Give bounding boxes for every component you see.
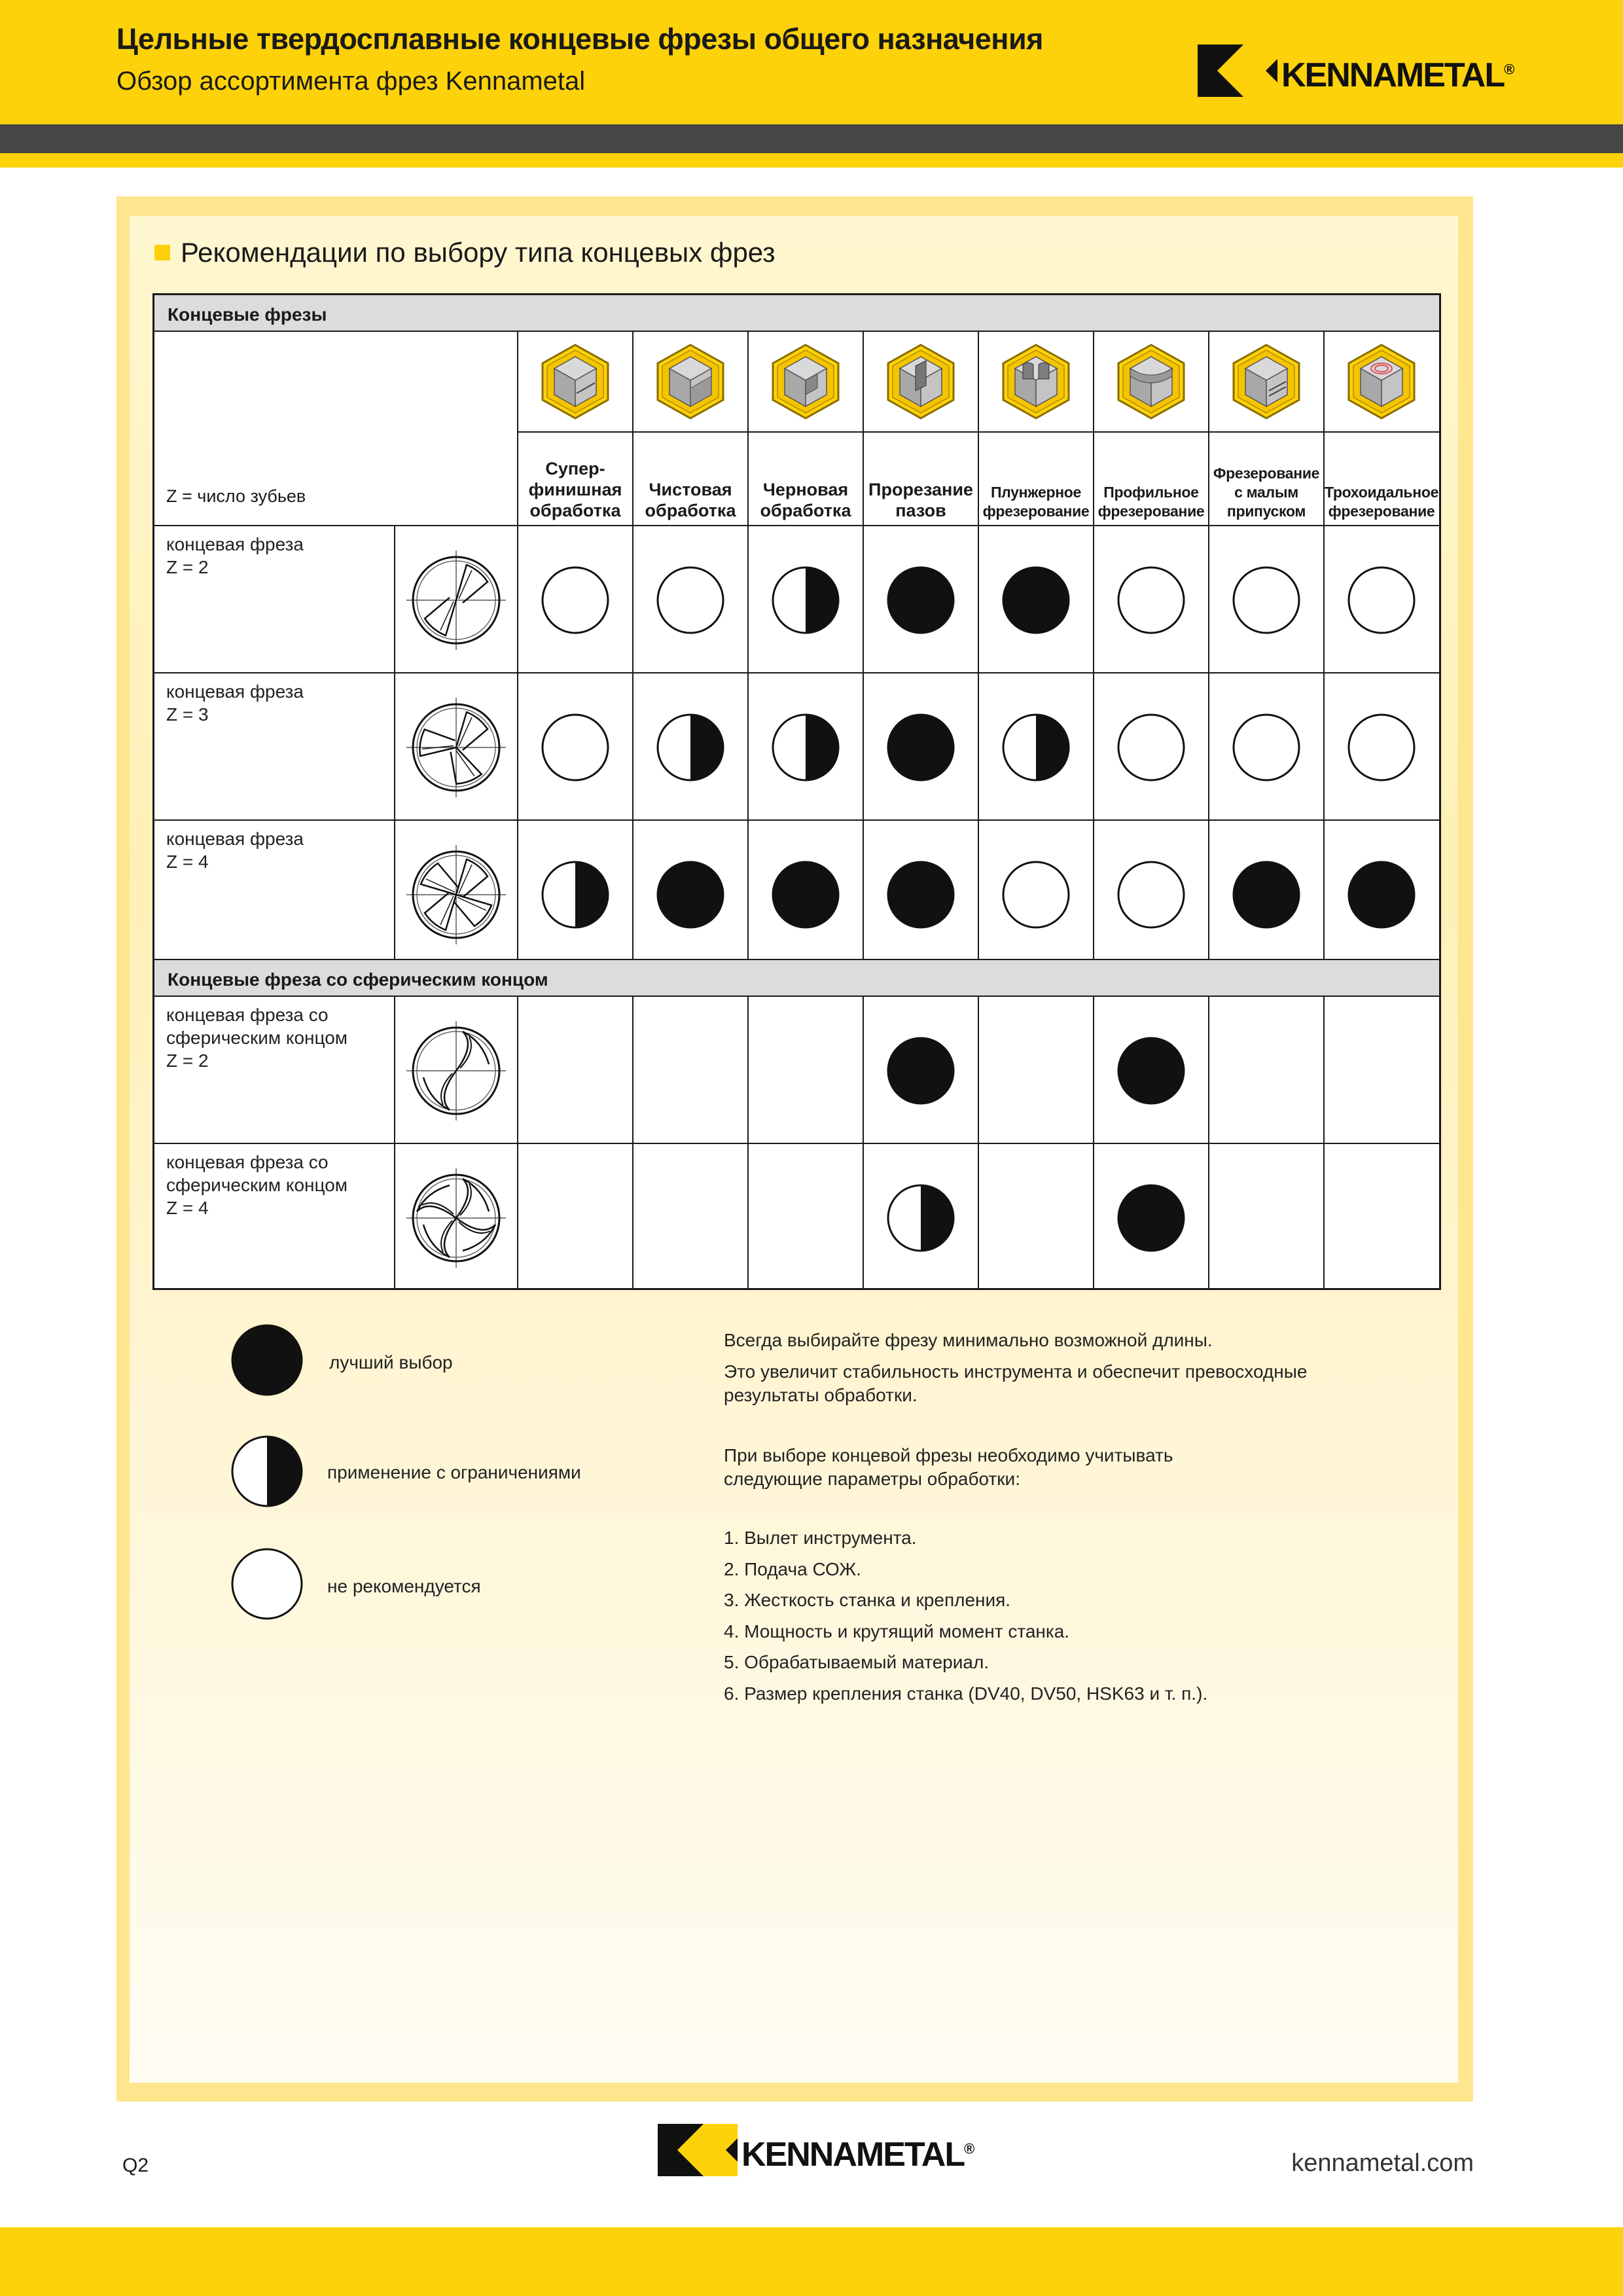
note-parameters-intro: При выборе концевой фрезы необходимо учитывать следующие параметры обработки:: [724, 1445, 1173, 1489]
operation-label: Прорезание пазов: [868, 480, 973, 520]
table-gridline: [517, 997, 518, 1290]
brand-wordmark: KENNAMETAL: [741, 2136, 965, 2174]
row-label: концевая фреза со сферическим концом Z = 2: [166, 1005, 348, 1071]
two-flute-ball-nose-icon: [404, 1018, 508, 1123]
legend-not-recommended: не рекомендуется: [327, 1576, 481, 1596]
website-link[interactable]: kennametal.com: [1291, 2149, 1474, 2177]
best-choice-rating-icon: [1347, 861, 1416, 929]
table-gridline: [863, 997, 864, 1290]
table-gridline: [394, 997, 395, 1290]
footer-band: [0, 2227, 1623, 2296]
plunge-icon: [997, 342, 1075, 421]
row-label: концевая фреза Z = 2: [166, 534, 304, 577]
header-divider: [0, 124, 1623, 153]
best-choice-rating-icon: [1117, 1184, 1185, 1252]
operation-label: Профильное фрезерование: [1097, 484, 1205, 520]
group-row-end-mills: [154, 295, 1439, 332]
row-label: концевая фреза Z = 3: [166, 681, 304, 725]
group-title: Концевые фреза со сферическим концом: [168, 969, 548, 990]
operation-label: Плунжерное фрезерование: [982, 484, 1090, 520]
list-item: 2. Подача СОЖ.: [724, 1558, 861, 1579]
table-gridline: [978, 332, 979, 960]
slotting-icon: [882, 342, 960, 421]
light-cut-icon: [1227, 342, 1306, 421]
legend-best-choice: лучший выбор: [329, 1352, 453, 1372]
table-gridline: [1323, 997, 1325, 1290]
not-recommended-rating-icon: [1002, 861, 1070, 929]
best-choice-rating-icon: [887, 861, 955, 929]
not-recommended-rating-icon: [1117, 713, 1185, 781]
row-label: концевая фреза со сферическим концом Z = 4: [166, 1152, 348, 1218]
legend-limited-use: применение с ограничениями: [327, 1462, 581, 1482]
not-recommended-rating-icon: [656, 566, 724, 634]
limited-use-legend-icon: [230, 1435, 304, 1508]
table-gridline: [863, 332, 864, 960]
best-choice-rating-icon: [887, 566, 955, 634]
table-gridline: [1093, 332, 1094, 960]
table-gridline: [1323, 332, 1325, 960]
row-label: концевая фреза Z = 4: [166, 829, 304, 872]
list-item: 4. Мощность и крутящий момент станка.: [724, 1621, 1070, 1641]
list-item: 1. Вылет инструмента.: [724, 1528, 917, 1548]
registered-mark: ®: [964, 2140, 975, 2157]
table-gridline: [632, 332, 633, 960]
limited-use-rating-icon: [1002, 713, 1070, 781]
document-subtitle: Обзор ассортимента фрез Kennametal: [116, 67, 586, 96]
operation-label: Трохоидальное фрезерование: [1325, 484, 1439, 520]
table-gridline: [1208, 332, 1209, 960]
page-number: Q2: [122, 2155, 149, 2176]
table-gridline: [517, 332, 518, 960]
limited-use-rating-icon: [887, 1184, 955, 1252]
kennametal-k-icon: [1198, 45, 1277, 97]
section-heading: [154, 237, 776, 268]
list-item: 5. Обрабатываемый материал.: [724, 1652, 990, 1672]
table-gridline: [154, 1143, 1439, 1144]
parameters-list: [724, 1522, 1207, 1709]
best-choice-rating-icon: [1232, 861, 1300, 929]
not-recommended-rating-icon: [1117, 566, 1185, 634]
table-gridline: [154, 525, 1439, 526]
not-recommended-rating-icon: [541, 566, 609, 634]
registered-mark: ®: [1504, 61, 1515, 78]
operation-label: Фрезерование с малым припуском: [1213, 465, 1320, 520]
four-flute-ball-nose-icon: [404, 1166, 508, 1270]
header-accent-strip: [0, 153, 1623, 168]
kennametal-footer-logo: [658, 2124, 974, 2176]
not-recommended-rating-icon: [1117, 861, 1185, 929]
table-gridline: [154, 672, 1439, 673]
note-shortest-length: Всегда выбирайте фрезу минимально возможной длины.: [724, 1330, 1213, 1350]
table-gridline: [1093, 997, 1094, 1290]
table-gridline: [747, 997, 749, 1290]
document-title: Цельные твердосплавные концевые фрезы общего назначения: [116, 22, 1043, 56]
group-title: Концевые фрезы: [168, 304, 327, 325]
not-recommended-rating-icon: [1232, 566, 1300, 634]
operation-label: Черновая обработка: [760, 480, 851, 520]
limited-use-rating-icon: [541, 861, 609, 929]
limited-use-rating-icon: [772, 566, 840, 634]
best-choice-rating-icon: [656, 861, 724, 929]
best-choice-rating-icon: [1117, 1037, 1185, 1105]
not-recommended-rating-icon: [541, 713, 609, 781]
table-gridline: [154, 959, 1439, 960]
roughing-icon: [766, 342, 845, 421]
best-choice-rating-icon: [772, 861, 840, 929]
table-gridline: [154, 996, 1439, 997]
best-choice-rating-icon: [887, 1037, 955, 1105]
table-gridline: [632, 997, 633, 1290]
trochoidal-icon: [1342, 342, 1421, 421]
two-flute-end-mill-icon: [404, 548, 508, 653]
table-gridline: [154, 331, 1439, 332]
best-choice-rating-icon: [887, 713, 955, 781]
limited-use-rating-icon: [656, 713, 724, 781]
teeth-count-legend: Z = число зубьев: [166, 486, 306, 506]
table-gridline: [978, 997, 979, 1290]
table-gridline: [747, 332, 749, 960]
kennametal-logo: [1198, 45, 1514, 97]
table-gridline: [394, 526, 395, 960]
three-flute-end-mill-icon: [404, 695, 508, 800]
selection-table: [152, 293, 1441, 1290]
brand-wordmark: KENNAMETAL: [1281, 56, 1505, 94]
not-recommended-legend-icon: [230, 1547, 304, 1621]
list-item: 6. Размер крепления станка (DV40, DV50, HSK63 и т. п.).: [724, 1683, 1208, 1704]
not-recommended-rating-icon: [1232, 713, 1300, 781]
table-gridline: [1208, 997, 1209, 1290]
list-item: 3. Жесткость станка и крепления.: [724, 1590, 1011, 1610]
group-row-ball-nose: [154, 960, 1439, 997]
not-recommended-rating-icon: [1347, 713, 1416, 781]
finishing-icon: [651, 342, 730, 421]
section-title: Рекомендации по выбору типа концевых фрез: [181, 237, 776, 268]
kennametal-k-icon: [658, 2124, 738, 2176]
operation-label: Супер- финишная обработка: [528, 459, 622, 520]
table-gridline: [154, 819, 1439, 821]
four-flute-end-mill-icon: [404, 842, 508, 947]
not-recommended-rating-icon: [1347, 566, 1416, 634]
yellow-square-bullet-icon: [154, 245, 170, 260]
operation-label: Чистовая обработка: [645, 480, 736, 520]
profile-icon: [1112, 342, 1190, 421]
superfinish-icon: [536, 342, 615, 421]
note-stability: Это увеличит стабильность инструмента и обеспечит превосходные результаты обработки.: [724, 1361, 1308, 1405]
best-choice-rating-icon: [1002, 566, 1070, 634]
limited-use-rating-icon: [772, 713, 840, 781]
best-choice-legend-icon: [230, 1323, 304, 1397]
